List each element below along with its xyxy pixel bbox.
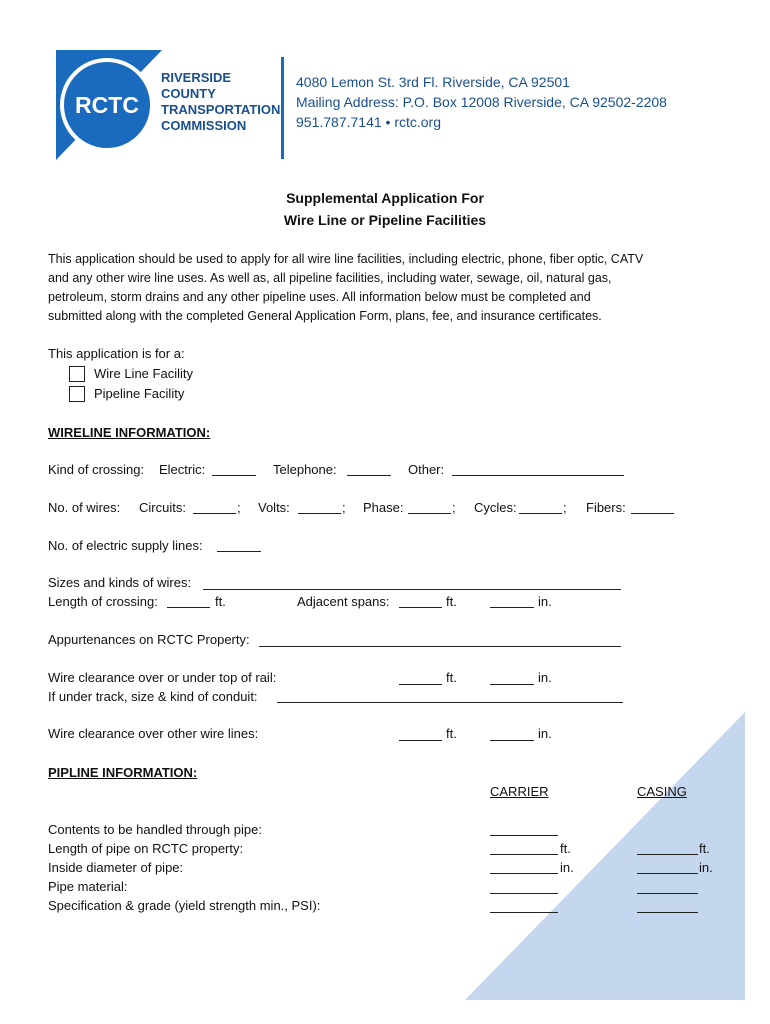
other-label: Other:: [408, 462, 445, 477]
appurtenances-field[interactable]: [259, 646, 621, 647]
casing-length-ft: ft.: [699, 841, 710, 856]
header-mailing: Mailing Address: P.O. Box 12008 Riverside, CA 92502-2208: [296, 94, 667, 110]
pipe-row-material-label: Pipe material:: [48, 879, 128, 894]
casing-column-header: CASING: [637, 784, 687, 799]
intro-line-1: This application should be used to apply for all wire line facilities, including electric, phone, fiber optic, CATV: [48, 252, 644, 266]
logo-divider: [281, 57, 284, 159]
clearance-other-in: in.: [538, 726, 552, 741]
other-field[interactable]: [452, 475, 624, 476]
fibers-field[interactable]: [631, 513, 674, 514]
casing-length-field[interactable]: [637, 854, 698, 855]
carrier-length-ft: ft.: [560, 841, 571, 856]
carrier-contents-field[interactable]: [490, 835, 558, 836]
clearance-other-in-field[interactable]: [490, 740, 534, 741]
casing-diameter-in: in.: [699, 860, 713, 875]
carrier-column-header: CARRIER: [490, 784, 549, 799]
logo-org-line-3: TRANSPORTATION: [161, 102, 281, 117]
header-address: 4080 Lemon St. 3rd Fl. Riverside, CA 92501: [296, 74, 570, 90]
clearance-rail-in: in.: [538, 670, 552, 685]
logo-org-line-4: COMMISSION: [161, 118, 247, 133]
casing-material-field[interactable]: [637, 893, 698, 894]
circuits-label: Circuits:: [139, 500, 186, 515]
logo-abbrev: RCTC: [75, 92, 139, 118]
sizes-kinds-label: Sizes and kinds of wires:: [48, 575, 192, 590]
no-of-wires-label: No. of wires:: [48, 500, 121, 515]
pipe-row-contents-label: Contents to be handled through pipe:: [48, 822, 262, 837]
carrier-spec-field[interactable]: [490, 912, 558, 913]
logo-org-line-1: RIVERSIDE: [161, 70, 232, 85]
intro-line-3: petroleum, storm drains and any other pipeline uses. All information below must be completed and: [48, 290, 591, 304]
clearance-other-ft: ft.: [446, 726, 457, 741]
pipeline-option-label: Pipeline Facility: [94, 386, 185, 401]
application-for-label: This application is for a:: [48, 346, 185, 361]
intro-line-4: submitted along with the completed General Application Form, plans, fee, and insurance certificates.: [48, 309, 602, 323]
appurtenances-label: Appurtenances on RCTC Property:: [48, 632, 250, 647]
wire-line-checkbox[interactable]: [69, 366, 85, 382]
carrier-diameter-field[interactable]: [490, 873, 558, 874]
casing-spec-field[interactable]: [637, 912, 698, 913]
pipeline-heading: PIPLINE INFORMATION:: [48, 765, 198, 780]
carrier-material-field[interactable]: [490, 893, 558, 894]
title-line-2: Wire Line or Pipeline Facilities: [283, 212, 487, 228]
casing-diameter-field[interactable]: [637, 873, 698, 874]
adjacent-spans-label: Adjacent spans:: [297, 594, 390, 609]
clearance-rail-label: Wire clearance over or under top of rail:: [48, 670, 277, 685]
header-contact: 951.787.7141 • rctc.org: [296, 114, 441, 130]
supply-lines-field[interactable]: [217, 551, 261, 552]
adjacent-spans-ft-field[interactable]: [399, 607, 442, 608]
adjacent-spans-ft: ft.: [446, 594, 457, 609]
clearance-other-label: Wire clearance over other wire lines:: [48, 726, 259, 741]
length-crossing-field[interactable]: [167, 607, 210, 608]
clearance-rail-ft-field[interactable]: [399, 684, 442, 685]
wireline-heading: WIRELINE INFORMATION:: [48, 425, 211, 440]
electric-label: Electric:: [159, 462, 206, 477]
pipeline-checkbox[interactable]: [69, 386, 85, 402]
phase-semicolon: ;: [452, 500, 456, 515]
telephone-label: Telephone:: [273, 462, 337, 477]
sizes-kinds-field[interactable]: [203, 589, 621, 590]
fibers-label: Fibers:: [586, 500, 626, 515]
volts-label: Volts:: [258, 500, 290, 515]
clearance-rail-in-field[interactable]: [490, 684, 534, 685]
logo-org-line-2: COUNTY: [161, 86, 216, 101]
conduit-label: If under track, size & kind of conduit:: [48, 689, 258, 704]
adjacent-spans-in-field[interactable]: [490, 607, 534, 608]
circuits-field[interactable]: [193, 513, 236, 514]
volts-field[interactable]: [298, 513, 341, 514]
phase-label: Phase:: [363, 500, 404, 515]
adjacent-spans-in: in.: [538, 594, 552, 609]
conduit-field[interactable]: [277, 702, 623, 703]
clearance-rail-ft: ft.: [446, 670, 457, 685]
rctc-logo: [50, 45, 290, 165]
carrier-diameter-in: in.: [560, 860, 574, 875]
pipe-row-length-label: Length of pipe on RCTC property:: [48, 841, 244, 856]
intro-line-2: and any other wire line uses. As well as, all pipeline facilities, including water, sewage, oil, natural gas,: [48, 271, 612, 285]
length-crossing-label: Length of crossing:: [48, 594, 158, 609]
kind-of-crossing-label: Kind of crossing:: [48, 462, 145, 477]
volts-semicolon: ;: [342, 500, 346, 515]
cycles-semicolon: ;: [563, 500, 567, 515]
pipe-row-diameter-label: Inside diameter of pipe:: [48, 860, 184, 875]
circuits-semicolon: ;: [237, 500, 241, 515]
carrier-length-field[interactable]: [490, 854, 558, 855]
cycles-label: Cycles:: [474, 500, 517, 515]
wire-line-option-label: Wire Line Facility: [94, 366, 193, 381]
electric-field[interactable]: [212, 475, 256, 476]
telephone-field[interactable]: [347, 475, 391, 476]
cycles-field[interactable]: [519, 513, 562, 514]
pipe-row-spec-label: Specification & grade (yield strength min., PSI):: [48, 898, 321, 913]
phase-field[interactable]: [408, 513, 451, 514]
length-crossing-ft: ft.: [215, 594, 226, 609]
supply-lines-label: No. of electric supply lines:: [48, 538, 203, 553]
clearance-other-ft-field[interactable]: [399, 740, 442, 741]
title-line-1: Supplemental Application For: [286, 190, 484, 206]
